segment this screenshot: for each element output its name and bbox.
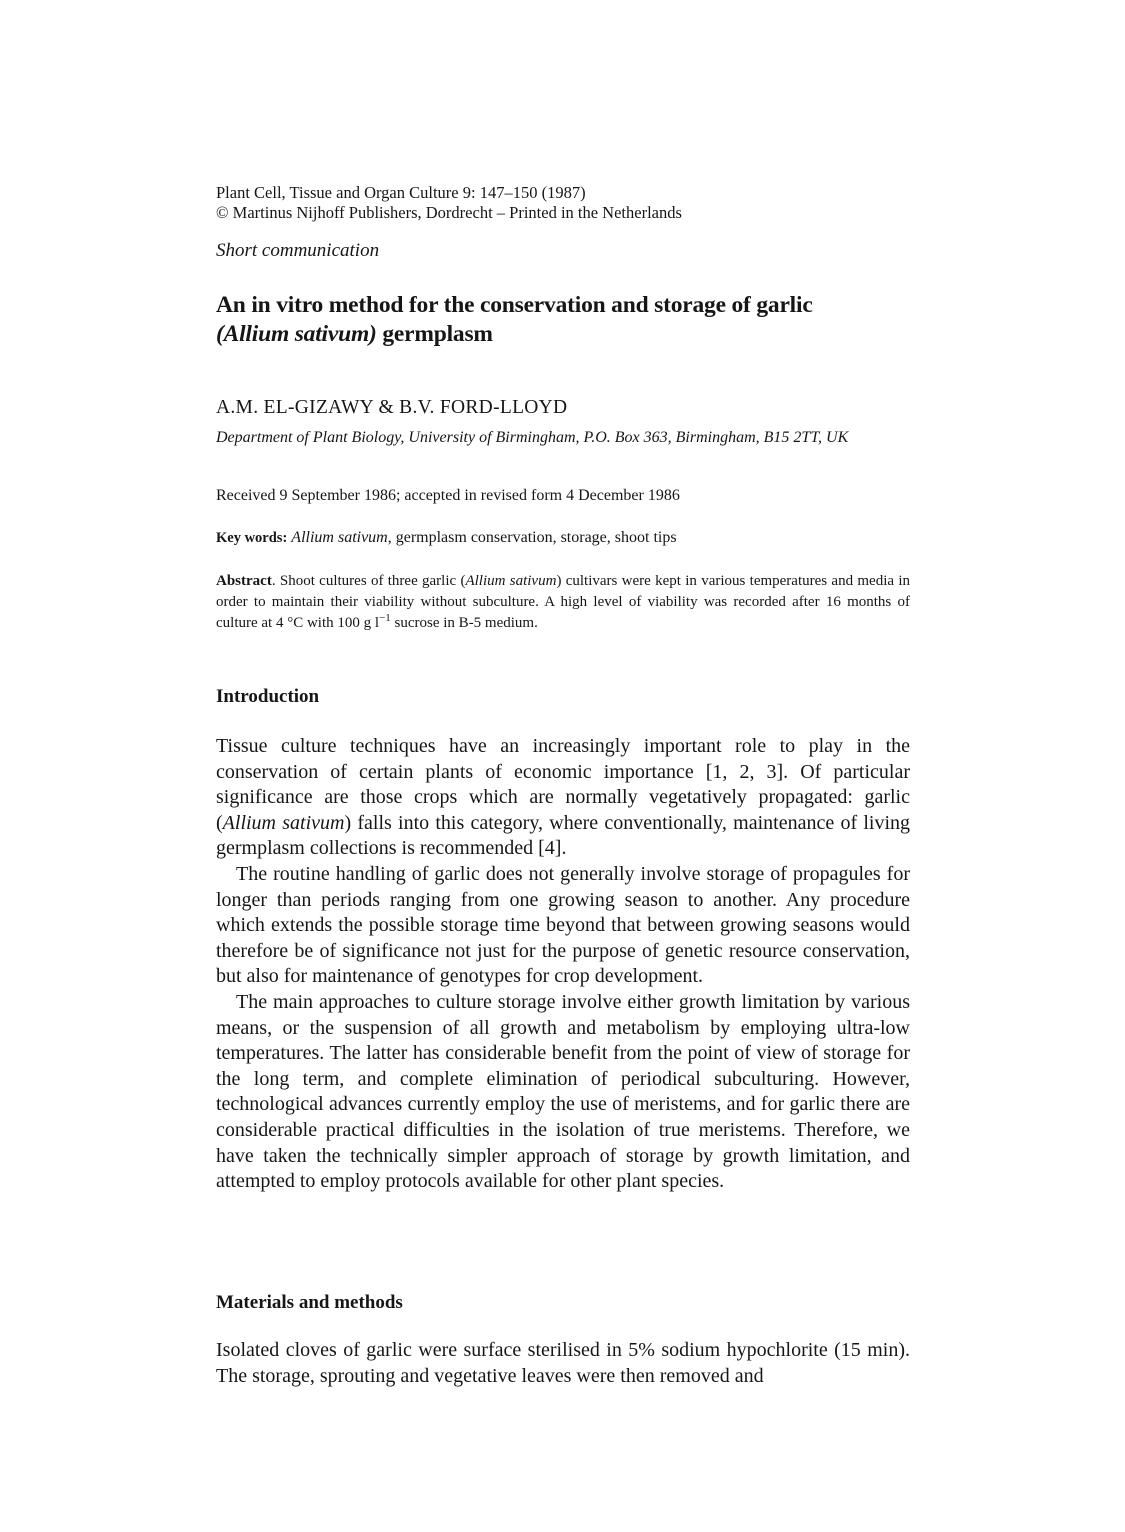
abstract-species: Allium sativum (465, 573, 557, 589)
abstract-superscript: −1 (379, 612, 391, 624)
title-species: (Allium sativum) (216, 321, 377, 347)
journal-header (216, 183, 910, 223)
methods-heading: Materials and methods (216, 1292, 403, 1313)
journal-citation: Plant Cell, Tissue and Organ Culture 9: 147–150 (1987) (216, 183, 586, 202)
abstract-text-1: . Shoot cultures of three garlic ( (271, 573, 466, 589)
received-dates: Received 9 September 1986; accepted in revised form 4 December 1986 (216, 487, 680, 504)
affiliation: Department of Plant Biology, University of Birmingham, P.O. Box 363, Birmingham, B15 2TT, UK (216, 429, 849, 446)
title-line-2: germplasm (376, 321, 493, 347)
introduction-paragraph-2: The routine handling of garlic does not generally involve storage of propagules for longer than periods ranging from one growing season to another. Any procedure which extends the possible storage time beyond that between growing seasons would therefore be of significance not just for the purpose of genetic resource conservation, but also for maintenance of genotypes for crop development. (216, 862, 910, 988)
keywords-rest: , germplasm conservation, storage, shoot tips (387, 529, 677, 546)
author-list: A.M. EL-GIZAWY & B.V. FORD-LLOYD (216, 397, 568, 418)
methods-body (216, 1338, 910, 1389)
methods-paragraph-1: Isolated cloves of garlic were surface sterilised in 5% sodium hypochlorite (15 min). The storage, sprouting and vegetative leaves were then removed and (216, 1339, 910, 1387)
keywords-label: Key words: (216, 530, 288, 546)
abstract-text-3: sucrose in B-5 medium. (390, 615, 538, 631)
keywords-species: Allium sativum (291, 529, 388, 546)
article-type: Short communication (216, 240, 380, 261)
keywords (216, 529, 910, 547)
introduction-body (216, 734, 910, 1195)
abstract-text-2: ) cultivars were kept in various temperatures and media in order to maintain their viability without subculture. A high level of viability was recorded after 16 months of culture at 4 °C with 100 g l (216, 573, 910, 631)
intro-p1-a: Tissue culture techniques have an increasingly important role to play in the conservation of certain plants of economic importance [1, 2, 3]. Of particular significance are those crops which are normally vegetatively propagated: garlic ( (216, 735, 910, 834)
abstract (216, 571, 910, 634)
intro-p1-species: Allium sativum (222, 811, 345, 834)
introduction-paragraph-3: The main approaches to culture storage involve either growth limitation by various means, or the suspension of all growth and metabolism by employing ultra-low temperatures. The latter has considerable benefit from the point of view of storage for the long term, and complete elimination of periodical subculturing. However, technological advances currently employ the use of meristems, and for garlic there are considerable practical difficulties in the isolation of true meristems. Therefore, we have taken the technically simpler approach of storage by growth limitation, and attempted to employ protocols available for other plant species. (216, 990, 910, 1193)
article-title (216, 291, 910, 349)
title-line-1: An in vitro method for the conservation and storage of garlic (216, 292, 813, 318)
publisher-notice: © Martinus Nijhoff Publishers, Dordrecht – Printed in the Netherlands (216, 203, 682, 222)
introduction-heading: Introduction (216, 686, 320, 707)
intro-p1-b: ) falls into this category, where conventionally, maintenance of living germplasm collections is recommended [4]. (216, 811, 911, 860)
abstract-label: Abstract (216, 573, 272, 589)
introduction-paragraph-1 (216, 734, 910, 862)
